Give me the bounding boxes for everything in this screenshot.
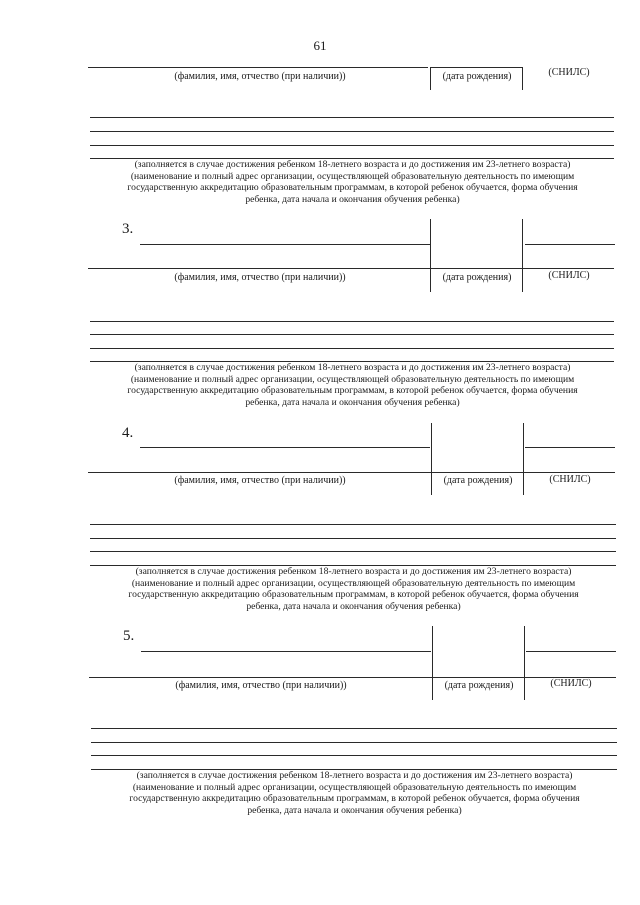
org-line: [90, 131, 614, 132]
org-line: [91, 742, 617, 743]
entry-number: 4.: [122, 425, 134, 441]
birth-label: (дата рождения): [442, 272, 512, 283]
org-line: [90, 538, 616, 539]
birth-label: (дата рождения): [444, 680, 514, 691]
org-line: [90, 524, 616, 525]
entry-number: 3.: [122, 221, 134, 237]
column-divider: [522, 219, 523, 292]
column-divider: [431, 423, 432, 495]
fio-upper-line: [140, 447, 430, 448]
birth-label: (дата рождения): [443, 475, 513, 486]
birth-line: [431, 472, 523, 473]
snils-label: (СНИЛС): [548, 270, 590, 281]
fio-line: [89, 677, 432, 678]
column-divider: [432, 626, 433, 700]
fio-line: [88, 67, 428, 68]
column-divider: [524, 626, 525, 700]
education-note: (заполняется в случае достижения ребенком 18-летнего возраста и до достижения им 23-летнего возраста) (наименование и полный адрес организации, осуществляющей образовательную деятельность по имеющим государственную аккредитацию образовательным программам, в которой ребенок обучается, форма обучения ребенка, дата начала и окончания обучения ребенка): [128, 566, 579, 612]
snils-label: (СНИЛС): [548, 67, 590, 78]
fio-label: (фамилия, имя, отчество (при наличии)): [175, 680, 347, 691]
page-number: 61: [313, 38, 327, 53]
org-line: [90, 145, 614, 146]
snils-upper-line: [525, 447, 615, 448]
entry-number: 5.: [123, 628, 135, 644]
snils-line: [523, 472, 615, 473]
fio-line: [88, 268, 430, 269]
education-note: (заполняется в случае достижения ребенком 18-летнего возраста и до достижения им 23-летнего возраста) (наименование и полный адрес организации, осуществляющей образовательную деятельность по имеющим государственную аккредитацию образовательным программам, в которой ребенок обучается, форма обучения ребенка, дата начала и окончания обучения ребенка): [127, 362, 578, 408]
column-divider: [523, 423, 524, 495]
org-line: [90, 551, 616, 552]
org-line: [90, 117, 614, 118]
snils-upper-line: [525, 244, 615, 245]
column-divider: [430, 219, 431, 292]
fio-label: (фамилия, имя, отчество (при наличии)): [174, 475, 346, 486]
org-line: [90, 334, 614, 335]
snils-line: [522, 268, 614, 269]
fio-label: (фамилия, имя, отчество (при наличии)): [174, 71, 346, 82]
column-divider: [430, 67, 431, 90]
org-line: [90, 321, 614, 322]
column-divider: [522, 67, 523, 90]
snils-upper-line: [526, 651, 616, 652]
education-note: (заполняется в случае достижения ребенком 18-летнего возраста и до достижения им 23-летнего возраста) (наименование и полный адрес организации, осуществляющей образовательную деятельность по имеющим государственную аккредитацию образовательным программам, в которой ребенок обучается, форма обучения ребенка, дата начала и окончания обучения ребенка): [127, 159, 578, 205]
education-note: (заполняется в случае достижения ребенком 18-летнего возраста и до достижения им 23-летнего возраста) (наименование и полный адрес организации, осуществляющей образовательную деятельность по имеющим государственную аккредитацию образовательным программам, в которой ребенок обучается, форма обучения ребенка, дата начала и окончания обучения ребенка): [129, 770, 580, 816]
snils-label: (СНИЛС): [550, 678, 592, 689]
birth-line: [430, 67, 522, 68]
birth-label: (дата рождения): [442, 71, 512, 82]
fio-upper-line: [140, 244, 430, 245]
org-line: [90, 348, 614, 349]
snils-label: (СНИЛС): [549, 474, 591, 485]
fio-upper-line: [141, 651, 431, 652]
fio-label: (фамилия, имя, отчество (при наличии)): [174, 272, 346, 283]
birth-line: [432, 677, 524, 678]
org-line: [91, 728, 617, 729]
birth-line: [430, 268, 522, 269]
org-line: [91, 755, 617, 756]
fio-line: [88, 472, 431, 473]
